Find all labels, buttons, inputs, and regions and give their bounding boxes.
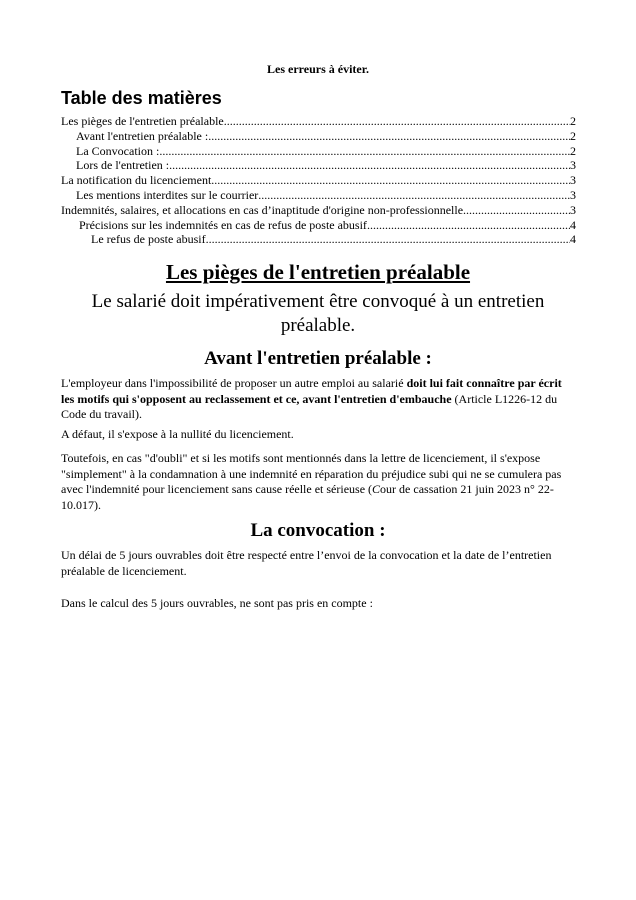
toc-entry-label: La Convocation :: [76, 143, 160, 158]
document-title: Les erreurs à éviter.: [267, 62, 369, 76]
toc-leader-dots: [367, 218, 570, 233]
table-of-contents: [61, 114, 576, 247]
toc-entry-page: 2: [570, 114, 576, 128]
paragraph-text: L'employeur dans l'impossibilité de proposer un autre emploi au salarié: [61, 376, 407, 390]
toc-entry-page: 4: [570, 232, 576, 247]
paragraph-text: (Article L1226-12 du Code du travail).: [61, 391, 558, 422]
paragraph-bold-text: doit lui fait connaître par écrit les motifs qui s'opposent au reclassement et ce, avant l'entretien d'embauche: [61, 376, 562, 406]
toc-entry[interactable]: [61, 158, 576, 173]
paragraph-reclassement: [61, 376, 576, 423]
toc-entry-label: Les mentions interdites sur le courrier: [76, 187, 259, 202]
paragraph-text: Toutefois, en cas "d'oubli" et si les motifs sont mentionnés dans la lettre de licenciement, il s'expose "simplement" à la condamnation à une indemnité en réparation du préjudice subi qui ne se cumulera pas avec l'indemnité pour licenciement sans cause réelle et sérieuse (: [61, 451, 562, 497]
section-heading-convocation: La convocation :: [250, 520, 386, 541]
toc-entry-label: La notification du licenciement: [61, 173, 212, 188]
paragraph-nullite: A défaut, il s'expose à la nullité du licenciement.: [61, 427, 294, 441]
paragraph-oubli: [61, 451, 576, 513]
paragraph-text: our de cassation 21 juin 2023 n° 22-10.017).: [61, 482, 554, 512]
toc-entry-label: Indemnités, salaires, et allocations en cas d’inaptitude d'origine non-professionnelle: [61, 202, 464, 217]
toc-entry[interactable]: [61, 114, 576, 129]
toc-leader-dots: [463, 203, 570, 218]
toc-leader-dots: [224, 114, 570, 129]
toc-leader-dots: [258, 188, 570, 203]
toc-entry-page: 3: [570, 202, 576, 217]
toc-leader-dots: [159, 144, 570, 159]
toc-leader-dots: [206, 232, 570, 247]
toc-entry-label: Avant l'entretien préalable :: [76, 128, 209, 143]
toc-leader-dots: [208, 129, 570, 144]
toc-entry-page: 2: [570, 128, 576, 143]
toc-leader-dots: [211, 173, 570, 188]
toc-entry[interactable]: [61, 144, 576, 159]
section-heading-avant-entretien: Avant l'entretien préalable :: [204, 348, 432, 369]
toc-entry-label: Le refus de poste abusif: [91, 232, 206, 247]
toc-entry-page: 3: [570, 173, 576, 188]
toc-entry-label: Précisions sur les indemnités en cas de refus de poste abusif: [79, 217, 367, 232]
toc-entry[interactable]: [61, 188, 576, 203]
paragraph-calcul: Dans le calcul des 5 jours ouvrables, ne sont pas pris en compte :: [61, 596, 373, 610]
toc-entry[interactable]: [61, 203, 576, 218]
lead-statement: Le salarié doit impérativement être convoqué à un entretien préalable.: [91, 291, 545, 336]
toc-heading: Table des matières: [61, 88, 222, 108]
section-heading-pieges: Les pièges de l'entretien préalable: [165, 260, 471, 284]
toc-entry-page: 3: [570, 187, 576, 202]
toc-leader-dots: [169, 158, 570, 173]
toc-entry-label: Les pièges de l'entretien préalable: [61, 114, 224, 128]
toc-entry[interactable]: [61, 232, 576, 247]
toc-entry-page: 2: [570, 143, 576, 158]
toc-entry-page: 3: [570, 158, 576, 173]
toc-entry-label: Lors de l'entretien :: [76, 158, 170, 173]
toc-entry[interactable]: [61, 173, 576, 188]
paragraph-italic-text: C: [372, 482, 381, 497]
paragraph-delai: Un délai de 5 jours ouvrables doit être respecté entre l’envoi de la convocation et la date de l’entretien préalable de licenciement.: [61, 548, 552, 578]
toc-entry-page: 4: [570, 217, 576, 232]
toc-entry[interactable]: [61, 129, 576, 144]
toc-entry[interactable]: [61, 218, 576, 233]
